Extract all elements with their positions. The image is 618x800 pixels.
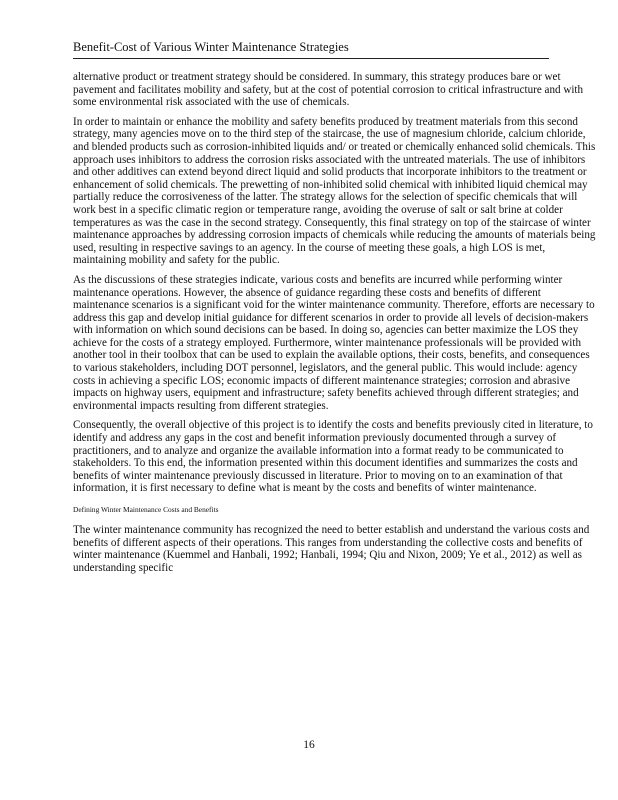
page-number: 16 (303, 739, 315, 751)
paragraph: The winter maintenance community has recognized the need to better establish and understand the various costs and benefits of different aspects of their operations. This ranges from understanding the collective costs and benefits of winter maintenance (Kuemmel and Hanbali, 1992; Hanbali, 1994; Qiu and Nixon, 2009; Ye et al., 2012) as well as understanding specific (73, 524, 590, 574)
running-header: Benefit-Cost of Various Winter Maintenance Strategies (73, 40, 549, 59)
paragraph: alternative product or treatment strategy should be considered. In summary, this strategy produces bare or wet pavement and facilitates mobility and safety, but at the cost of potential corrosion to critical infrastructure and with some environmental risk associated with the use of chemicals. (73, 71, 584, 109)
section-heading: Defining Winter Maintenance Costs and Benefits (73, 505, 219, 514)
paragraph: Consequently, the overall objective of this project is to identify the costs and benefits previously cited in literature, to identify and address any gaps in the cost and benefit information previously documented through a survey of practitioners, and to analyze and organize the available information into a format ready to be communicated to stakeholders. To this end, the information presented within this document identifies and summarizes the costs and benefits of winter maintenance previously discussed in literature. Prior to moving on to an examination of that information, it is first necessary to define what is meant by the costs and benefits of winter maintenance. (73, 419, 593, 495)
paragraph: In order to maintain or enhance the mobility and safety benefits produced by treatment materials from this second strategy, many agencies move on to the third step of the staircase, the use of magnesium chloride, calcium chloride, and blended products such as corrosion-inhibited liquids and/ or treated or chemically enhanced solid chemicals. This approach uses inhibitors to address the corrosion risks associated with the untreated materials. The use of inhibitors and other additives can extend beyond direct liquid and solid products that incorporate inhibitors to the treatment or enhancement of solid chemicals. The prewetting of non-inhibited solid chemical with inhibited liquid chemical may partially reduce the corrosiveness of the latter. The strategy allows for the selection of specific chemicals that will work best in a specific climatic region or temperature range, avoiding the overuse of salt or salt brine at colder temperatures as was the case in the second strategy. Consequently, this final strategy on top of the staircase of winter maintenance approaches by addressing corrosion impacts of chemicals while reducing the amounts of materials being used, resulting in respective savings to an agency. In the course of meeting these goals, a high LOS is met, maintaining mobility and safety for the public. (73, 115, 596, 267)
paragraph: As the discussions of these strategies indicate, various costs and benefits are incurred while performing winter maintenance operations. However, the absence of guidance regarding these costs and benefits of different maintenance scenarios is a significant void for the winter maintenance community. Therefore, efforts are necessary to address this gap and develop initial guidance for different scenarios in order to provide all levels of decision-makers with information on which sound decisions can be based. In doing so, agencies can better maximize the LOS they achieve for the costs of a strategy employed. Furthermore, winter maintenance professionals will be provided with another tool in their toolbox that can be used to explain the available options, their costs, benefits, and consequences to various stakeholders, including DOT personnel, legislators, and the general public. This would include: agency costs in achieving a specific LOS; economic impacts of different maintenance strategies; corrosion and abrasive impacts on highway users, equipment and infrastructure; safety benefits achieved through different strategies; and environmental impacts resulting from different strategies. (73, 273, 595, 412)
body-text (73, 71, 599, 581)
